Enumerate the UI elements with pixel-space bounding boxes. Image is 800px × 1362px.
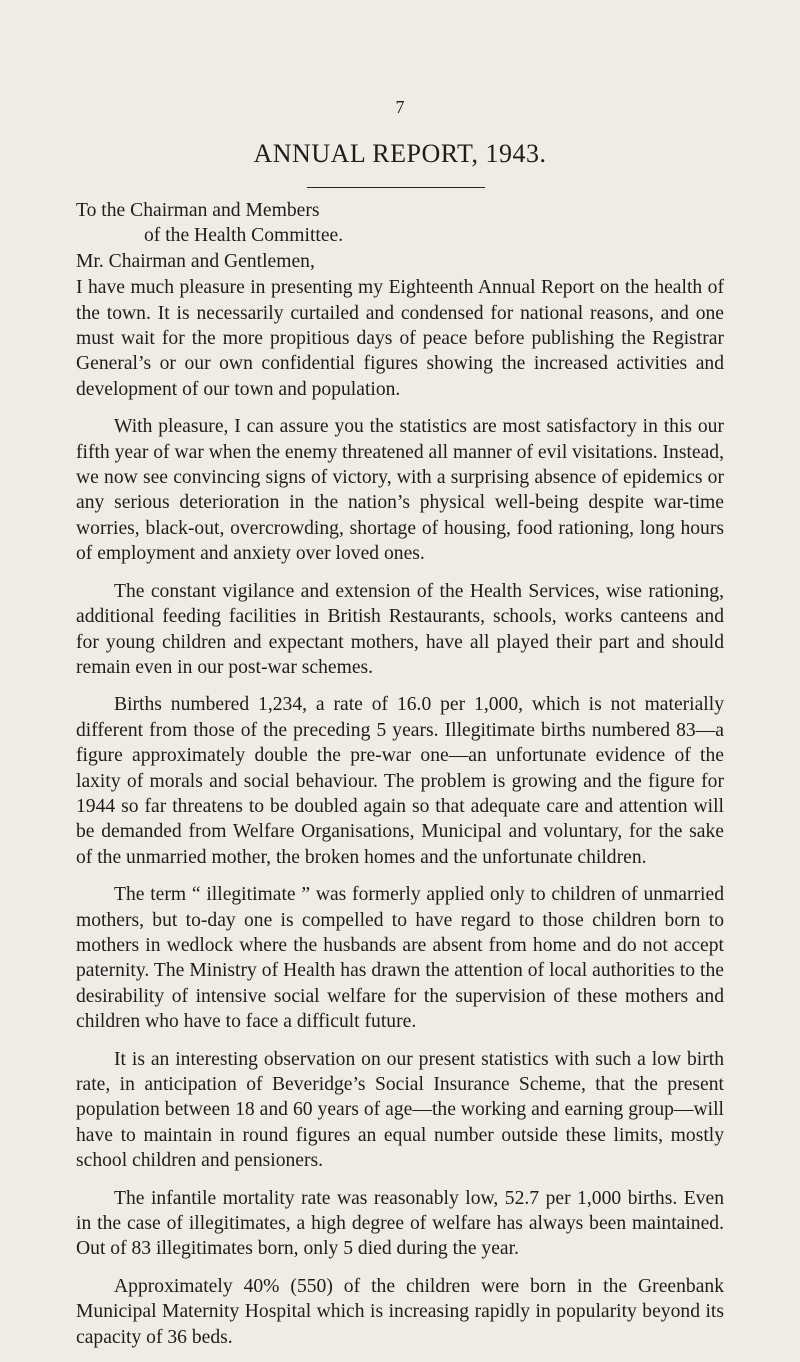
address-line-1: To the Chairman and Members xyxy=(76,200,320,221)
paragraph-introduction: I have much pleasure in presenting my Eighteenth Annual Report on the health of the town. It is necessarily curtailed and condensed for national reasons, and one must wait for the more propitious days of peace before publishing the Registrar General’s or our own confidential figures showing the increased activities and development of our town and population. xyxy=(76,277,724,400)
report-body xyxy=(76,198,724,1362)
paragraph-births: Births numbered 1,234, a rate of 16.0 per 1,000, which is not materially different from those of the preceding 5 years. Illegitimate births numbered 83—a figure approximately double the pre-war one—an unfortunate evidence of the laxity of morals and social behaviour. The problem is growing and the figure for 1944 so far threatens to be doubled again so that adequate care and attention will be demanded from Welfare Organisations, Municipal and voluntary, for the sake of the unmarried mother, the broken homes and the unfortunate children. xyxy=(76,694,724,868)
address-block xyxy=(76,198,724,249)
salutation: Mr. Chairman and Gentlemen, xyxy=(76,250,315,272)
paragraph-illegitimate-term: The term “ illegitimate ” was formerly applied only to children of unmarried mothers, but to-day one is compelled to have regard to those children born to mothers in wedlock where the husbands are absent from home and do not accept paternity. The Ministry of Health has drawn the attention of local authorities to the desirability of intensive social welfare for the supervision of these mothers and children who have to face a difficult future. xyxy=(76,884,724,1033)
report-title: ANNUAL REPORT, 1943. xyxy=(253,139,547,168)
paragraph-statistics: With pleasure, I can assure you the statistics are most satisfactory in this our fifth year of war when the enemy threatened all manner of evil visitations. Instead, we now see convincing signs of victory, with a surprising absence of epidemics or any serious deterioration in the nation’s physical well-being despite war-time worries, black-out, overcrowding, shortage of housing, food rationing, long hours of employment and anxiety over loved ones. xyxy=(76,416,724,565)
paragraph-population-observation: It is an interesting observation on our present statistics with such a low birth rate, in anticipation of Beveridge’s Social Insurance Scheme, that the present population between 18 and 60 years of age—the working and earning group—will have to maintain in round figures an equal number outside these limits, mostly school children and pensioners. xyxy=(76,1048,724,1172)
paragraph-infant-mortality: The infantile mortality rate was reasonably low, 52.7 per 1,000 births. Even in the case of illegitimates, a high degree of welfare has always been maintained. Out of 83 illegitimates born, only 5 died during the year. xyxy=(76,1187,724,1260)
paragraph-maternity-hospital: Approximately 40% (550) of the children were born in the Greenbank Municipal Maternity Hospital which is increasing rapidly in popularity beyond its capacity of 36 beds. xyxy=(76,1275,724,1348)
paragraph-health-services: The constant vigilance and extension of the Health Services, wise rationing, additional feeding facilities in British Restaurants, schools, works canteens and for young children and expectant mothers, have all played their part and should remain even in our post-war schemes. xyxy=(76,580,724,678)
address-line-2: of the Health Committee. xyxy=(144,225,344,247)
title-divider xyxy=(307,187,485,188)
page-number: 7 xyxy=(395,97,405,117)
